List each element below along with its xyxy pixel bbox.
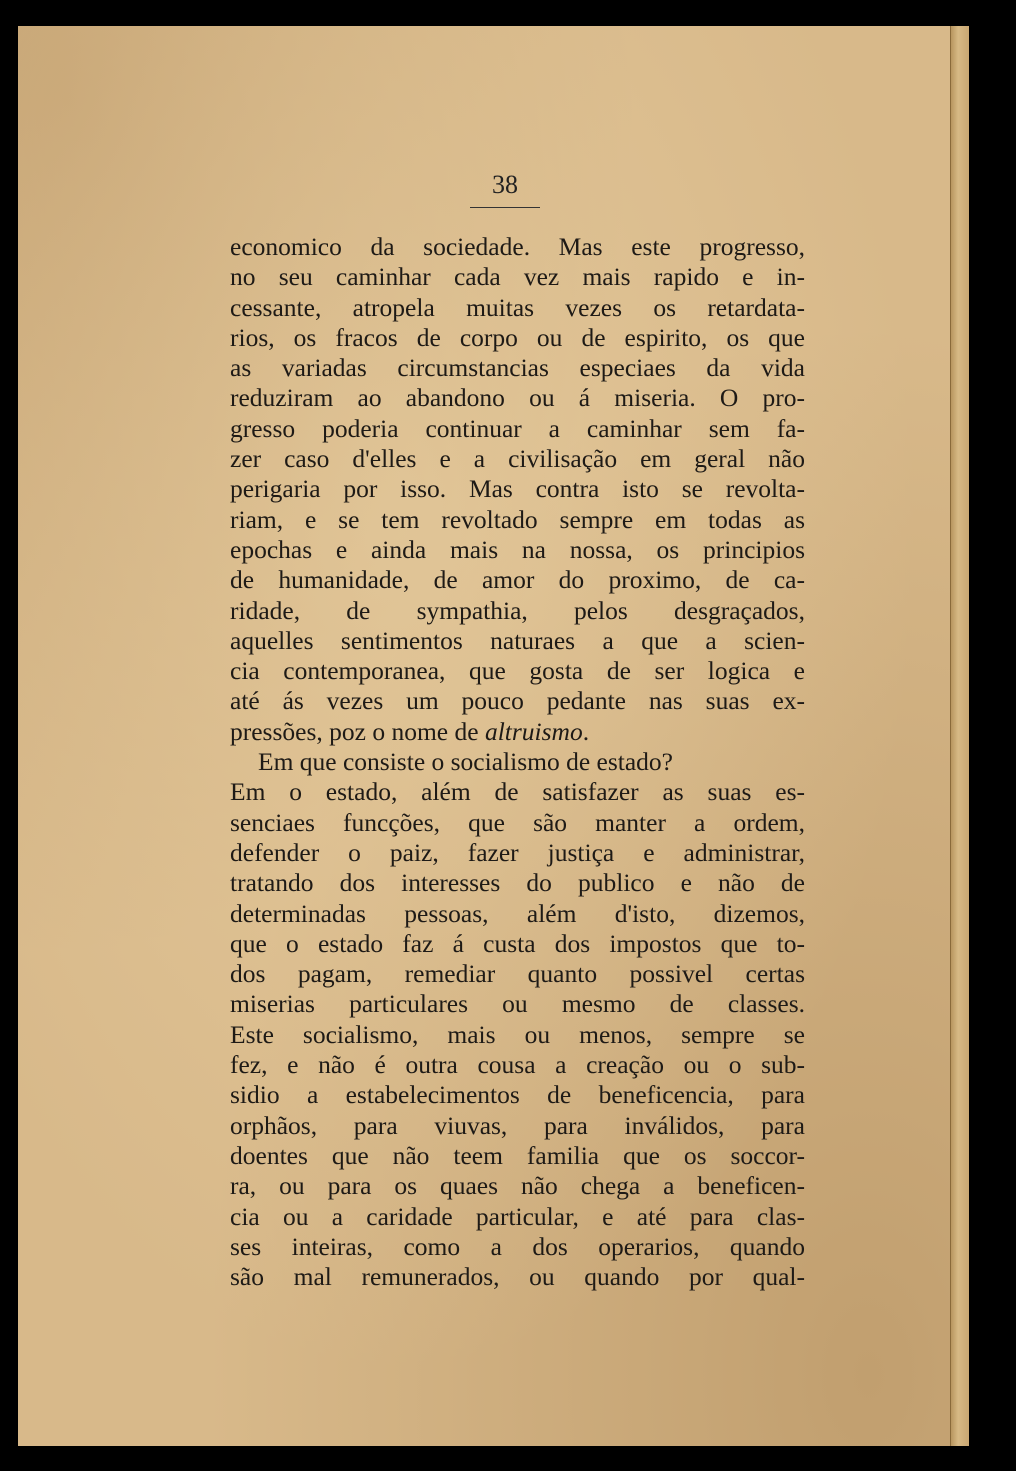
text-line: orphãos, para viuvas, para inválidos, para	[230, 1110, 805, 1140]
text-line: até ás vezes um pouco pedante nas suas ex-	[230, 686, 805, 716]
text-line: Em o estado, além de satisfazer as suas es-	[230, 777, 805, 807]
text-line: sidio a estabelecimentos de beneficencia, para	[230, 1080, 805, 1110]
text-line: reduziram ao abandono ou á miseria. O pro-	[230, 383, 805, 413]
text-line: que o estado faz á custa dos impostos que to-	[230, 928, 805, 958]
text-line: economico da sociedade. Mas este progresso,	[230, 232, 805, 261]
text-line: determinadas pessoas, além d'isto, dizemos,	[230, 898, 805, 928]
text-line: as variadas circumstancias especiaes da vida	[230, 353, 805, 383]
paragraph-start-line: Em que consiste o socialismo de estado?	[258, 747, 673, 777]
text-line: cia ou a caridade particular, e até para clas-	[230, 1201, 805, 1231]
body-text	[230, 232, 805, 1292]
text-line: Este socialismo, mais ou menos, sempre se	[230, 1019, 805, 1049]
text-line: zer caso d'elles e a civilisação em geral não	[230, 444, 805, 474]
text-line: riam, e se tem revoltado sempre em todas as	[230, 504, 805, 534]
text-line: epochas e ainda mais na nossa, os principios	[230, 534, 805, 564]
text-line: defender o paiz, fazer justiça e administrar,	[230, 837, 805, 867]
text-line: tratando dos interesses do publico e não de	[230, 868, 805, 898]
paragraph-end-line	[230, 717, 805, 747]
text-line: rios, os fracos de corpo ou de espirito, os que	[230, 322, 805, 352]
text-line: de humanidade, de amor do proximo, de ca-	[230, 565, 805, 595]
text-line: são mal remunerados, ou quando por qual-	[230, 1262, 805, 1292]
text-line: aquelles sentimentos naturaes a que a scien-	[230, 625, 805, 655]
text-line: no seu caminhar cada vez mais rapido e in-	[230, 262, 805, 292]
text-span: pressões, poz o nome de	[230, 716, 485, 746]
page-number: 38	[492, 170, 518, 199]
text-line: miserias particulares ou mesmo de classes.	[230, 989, 805, 1019]
text-line: gresso poderia continuar a caminhar sem fa-	[230, 413, 805, 443]
text-span: .	[582, 716, 590, 746]
text-line: dos pagam, remediar quanto possivel certas	[230, 959, 805, 989]
text-line: senciaes funcções, que são manter a ordem,	[230, 807, 805, 837]
text-line: ridade, de sympathia, pelos desgraçados,	[230, 595, 805, 625]
emphasis-word: altruismo	[484, 716, 583, 746]
page-edge	[950, 26, 969, 1446]
text-line: cia contemporanea, que gosta de ser logica e	[230, 656, 805, 686]
text-line: ra, ou para os quaes não chega a beneficen-	[230, 1171, 805, 1201]
text-line: fez, e não é outra cousa a creação ou o sub-	[230, 1050, 805, 1080]
text-line: doentes que não teem familia que os soccor-	[230, 1140, 805, 1170]
text-line: perigaria por isso. Mas contra isto se revolta-	[230, 474, 805, 504]
text-line: cessante, atropela muitas vezes os retardata-	[230, 292, 805, 322]
page-number-rule	[470, 207, 540, 208]
text-line: ses inteiras, como a dos operarios, quando	[230, 1231, 805, 1261]
